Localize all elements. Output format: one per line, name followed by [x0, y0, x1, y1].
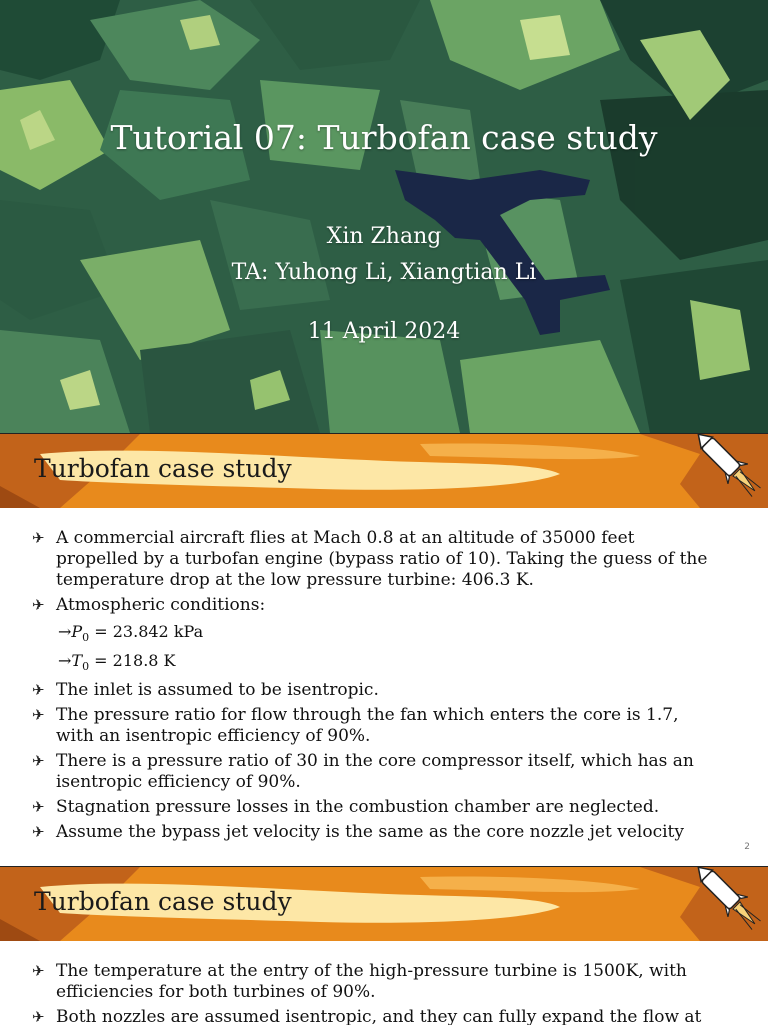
airplane-icon: ✈ — [32, 752, 45, 771]
bullet-item — [32, 528, 712, 591]
title-slide — [0, 0, 768, 433]
subscript: 0 — [82, 660, 90, 674]
airplane-icon: ✈ — [32, 706, 45, 725]
airplane-icon: ✈ — [32, 1008, 45, 1025]
bullet-text: Both nozzles are assumed isentropic, and they can fully expand the flow at — [56, 1007, 702, 1025]
symbol: P — [71, 622, 83, 641]
content-slide-2 — [0, 433, 768, 862]
sub-item-pressure — [32, 620, 712, 649]
bullet-item — [32, 822, 712, 843]
airplane-icon: ✈ — [32, 596, 45, 614]
bullet-item — [32, 595, 712, 616]
arrow-icon: → — [58, 651, 72, 671]
bullet-text: Assume the bypass jet velocity is the same as the core nozzle jet velocity — [56, 822, 684, 843]
teaching-assistants: TA: Yuhong Li, Xiangtian Li — [231, 260, 537, 285]
arrow-icon: → — [58, 622, 72, 641]
bullet-item — [32, 1007, 712, 1025]
bullet-item — [32, 961, 712, 1003]
page-number: 2 — [744, 842, 750, 852]
presentation-date: 11 April 2024 — [307, 319, 461, 344]
bullet-list — [32, 528, 712, 847]
content-slide-3 — [0, 866, 768, 1025]
airplane-icon: ✈ — [32, 798, 45, 817]
bullet-text: The temperature at the entry of the high-pressure turbine is 1500K, with efficiencies for both turbines of 90%. — [56, 961, 687, 1002]
bullet-list — [32, 961, 712, 1025]
slide-banner — [0, 867, 768, 941]
airplane-icon: ✈ — [32, 823, 45, 842]
camouflage-background — [0, 0, 768, 433]
slide-banner — [0, 434, 768, 508]
subscript: 0 — [82, 631, 90, 645]
bullet-text: A commercial aircraft flies at Mach 0.8 at an altitude of 35000 feet propelled by a turbofan engine (bypass ratio of 10). Taking the guess of the temperature drop at the low pressure turbine: 406.3 K. — [56, 528, 708, 590]
bullet-item — [32, 751, 712, 793]
bullet-item — [32, 797, 712, 818]
airplane-icon: ✈ — [32, 681, 45, 700]
author-name: Xin Zhang — [326, 224, 442, 249]
bullet-text: The inlet is assumed to be isentropic. — [56, 680, 379, 701]
bullet-item — [32, 680, 712, 701]
value: = 218.8 K — [89, 651, 176, 671]
bullet-text: Stagnation pressure losses in the combustion chamber are neglected. — [56, 797, 660, 818]
presentation-title: Tutorial 07: Turbofan case study — [110, 118, 658, 157]
symbol: T — [71, 651, 83, 671]
bullet-text: The pressure ratio for flow through the fan which enters the core is 1.7, with an isentropic efficiency of 90%. — [56, 705, 679, 747]
bullet-text: Atmospheric conditions: — [56, 595, 266, 615]
airplane-icon: ✈ — [32, 962, 45, 980]
slide-heading: Turbofan case study — [34, 887, 292, 916]
bullet-text: There is a pressure ratio of 30 in the core compressor itself, which has an isentropic efficiency of 90%. — [56, 751, 694, 793]
bullet-item — [32, 705, 712, 747]
airplane-icon: ✈ — [32, 529, 45, 547]
sub-item-temperature — [32, 649, 712, 678]
slide-heading: Turbofan case study — [34, 454, 292, 483]
value: = 23.842 kPa — [89, 622, 204, 641]
